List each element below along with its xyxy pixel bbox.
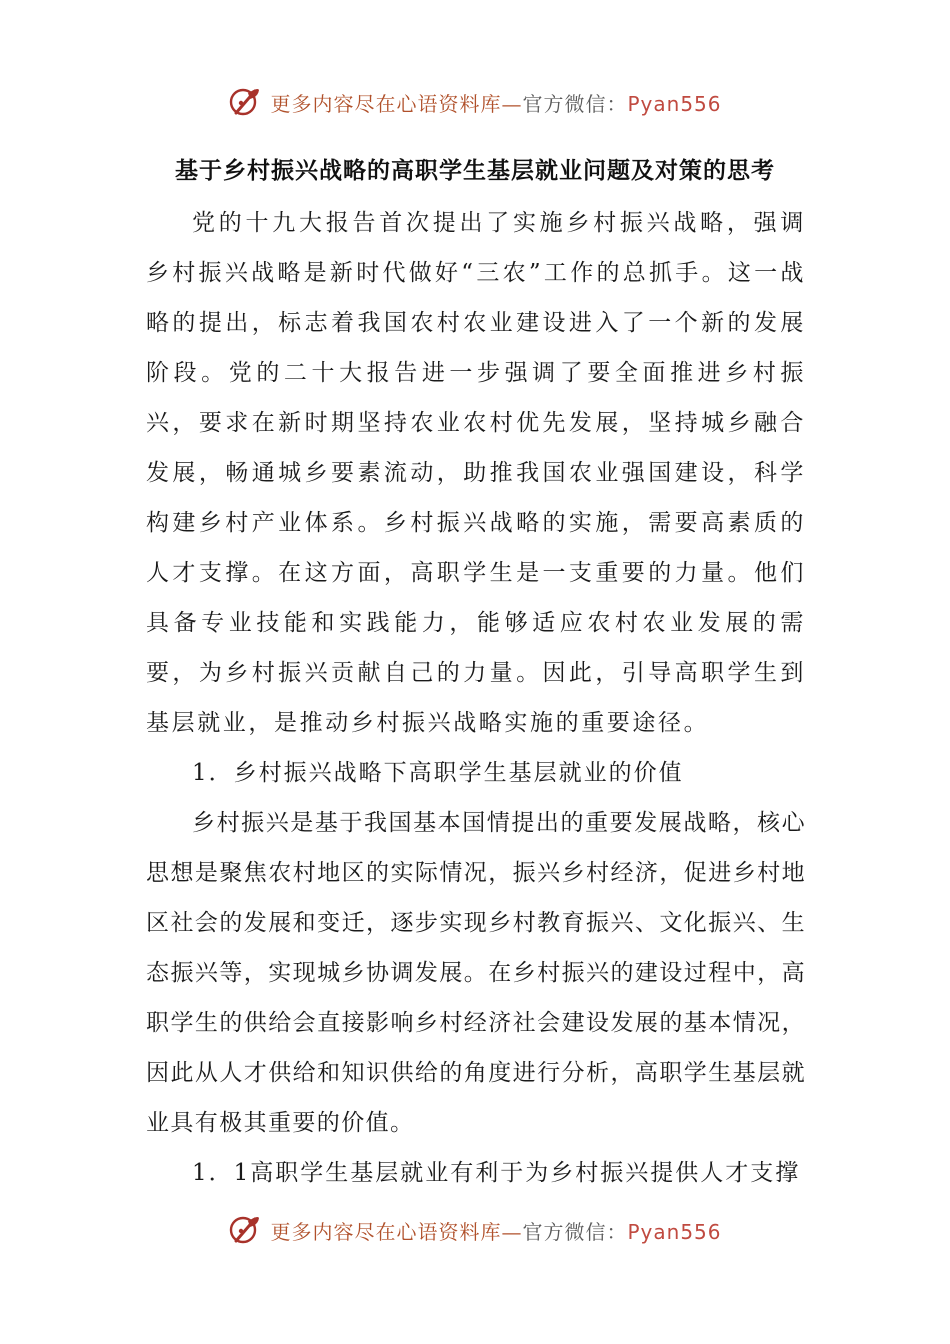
banner-wechat-label: 官方微信： — [522, 91, 628, 116]
section-heading-1-1: 1．1高职学生基层就业有利于为乡村振兴提供人才支撑 — [192, 1160, 801, 1186]
footer-banner — [0, 1208, 950, 1252]
quill-seal-icon — [228, 85, 262, 119]
paragraph-intro: 党的十九大报告首次提出了实施乡村振兴战略，强调乡村振兴战略是新时代做好“三农”工作的总抓手。这一战略的提出，标志着我国农村农业建设进入了一个新的发展阶段。党的二十大报告进一步强调了要全面推进乡村振兴，要求在新时期坚持农业农村优先发展，坚持城乡融合发展，畅通城乡要素流动，助推我国农业强国建设，科学构建乡村产业体系。乡村振兴战略的实施，需要高素质的人才支撑。在这方面，高职学生是一支重要的力量。他们具备专业技能和实践能力，能够适应农村农业发展的需要，为乡村振兴贡献自己的力量。因此，引导高职学生到基层就业，是推动乡村振兴战略实施的重要途径。 — [146, 210, 806, 736]
document-title: 基于乡村振兴战略的高职学生基层就业问题及对策的思考 — [175, 157, 775, 184]
banner-text — [270, 88, 721, 117]
banner-separator: — — [501, 1219, 523, 1244]
header-banner — [0, 80, 950, 124]
quill-seal-icon — [228, 1213, 262, 1247]
section-heading-1: 1．乡村振兴战略下高职学生基层就业的价值 — [192, 760, 684, 786]
banner-wechat-label: 官方微信： — [522, 1219, 628, 1244]
banner-site-name: 更多内容尽在心语资料库 — [270, 91, 502, 116]
banner-text — [270, 1216, 721, 1245]
paragraph-value: 乡村振兴是基于我国基本国情提出的重要发展战略，核心思想是聚焦农村地区的实际情况，振兴乡村经济，促进乡村地区社会的发展和变迁，逐步实现乡村教育振兴、文化振兴、生态振兴等，实现城乡协调发展。在乡村振兴的建设过程中，高职学生的供给会直接影响乡村经济社会建设发展的基本情况，因此从人才供给和知识供给的角度进行分析，高职学生基层就业具有极其重要的价值。 — [146, 810, 806, 1136]
banner-site-name: 更多内容尽在心语资料库 — [270, 1219, 502, 1244]
banner-wechat-id: Pyan556 — [627, 91, 722, 116]
banner-separator: — — [501, 91, 523, 116]
banner-wechat-id: Pyan556 — [627, 1219, 722, 1244]
document-body — [146, 198, 806, 1198]
